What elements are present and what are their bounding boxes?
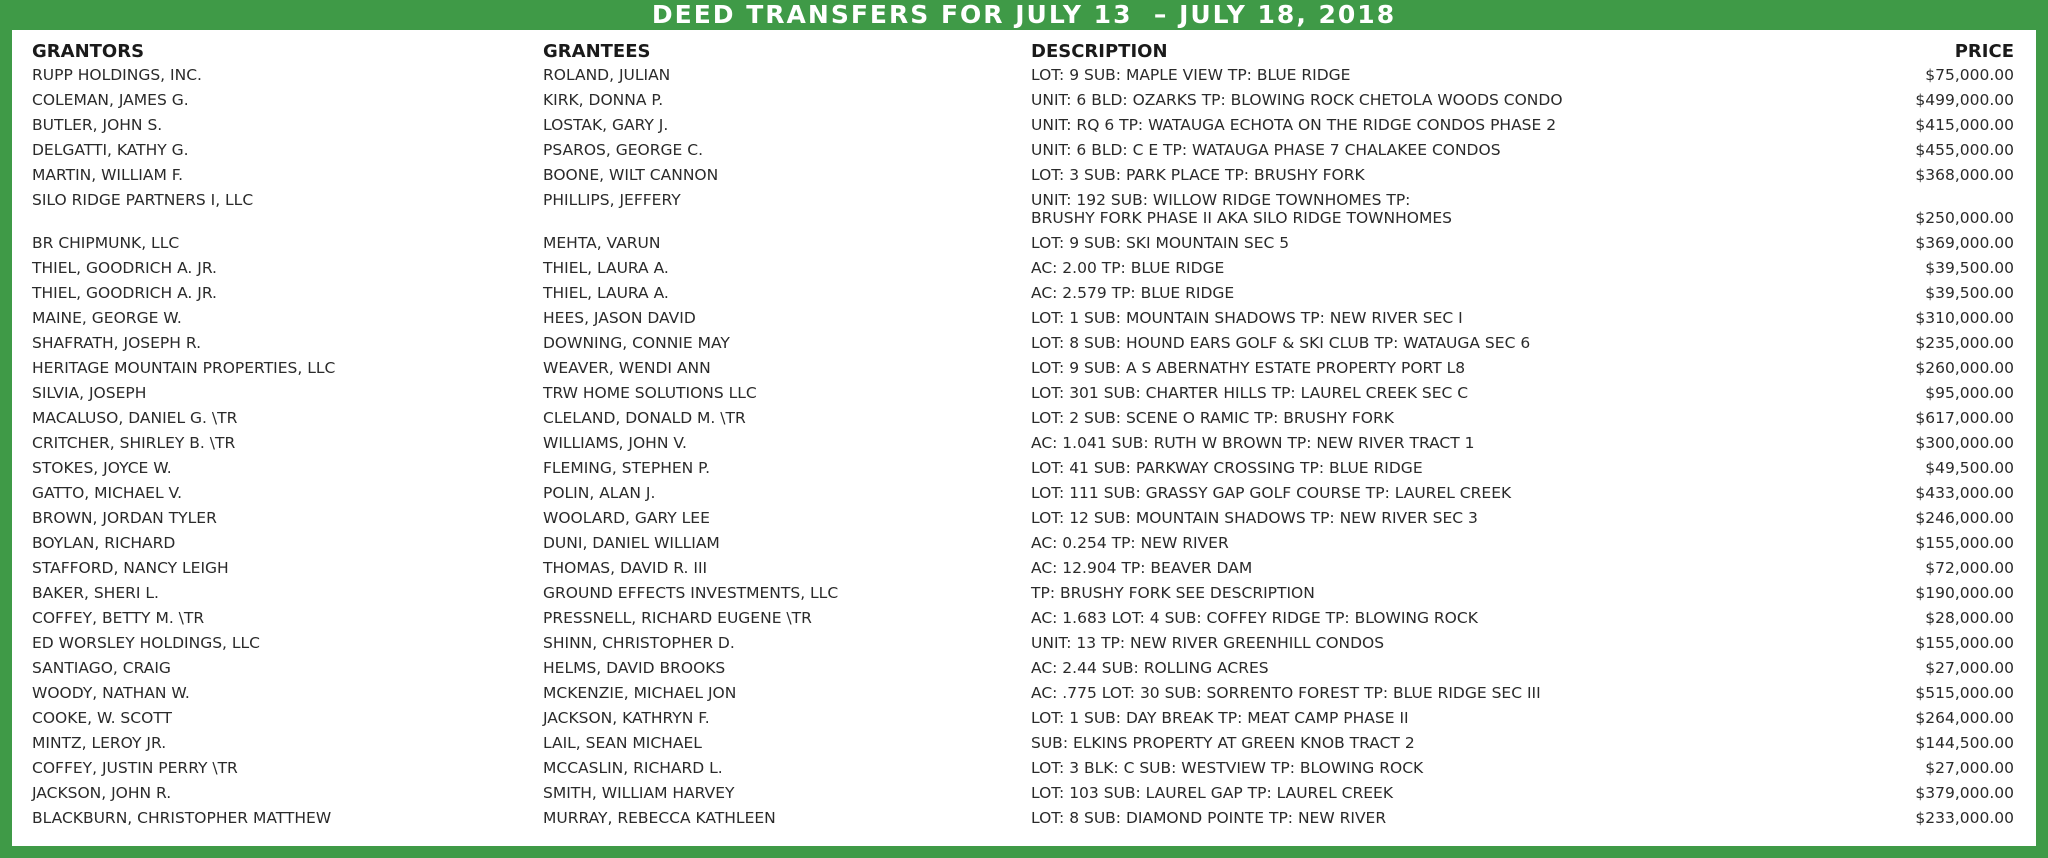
description-cell: LOT: 103 SUB: LAUREL GAP TP: LAUREL CREEK	[1031, 784, 1394, 802]
grantor-cell: GATTO, MICHAEL V.	[32, 484, 183, 502]
price-cell: $455,000.00	[1915, 141, 2014, 159]
grantee-cell: CLELAND, DONALD M. \TR	[543, 409, 746, 427]
description-cell	[1031, 191, 1452, 227]
price-cell: $264,000.00	[1915, 709, 2014, 727]
grantee-cell: WOOLARD, GARY LEE	[543, 509, 710, 527]
grantee-cell: ROLAND, JULIAN	[543, 66, 671, 84]
price-cell: $233,000.00	[1915, 809, 2014, 827]
table-row	[12, 484, 2036, 509]
grantee-cell: TRW HOME SOLUTIONS LLC	[543, 384, 757, 402]
table-row	[12, 234, 2036, 259]
grantee-cell: WILLIAMS, JOHN V.	[543, 434, 687, 452]
description-cell: UNIT: 6 BLD: OZARKS TP: BLOWING ROCK CHETOLA WOODS CONDO	[1031, 91, 1563, 109]
grantor-cell: SANTIAGO, CRAIG	[32, 659, 171, 677]
grantee-cell: PRESSNELL, RICHARD EUGENE \TR	[543, 609, 812, 627]
description-cell: LOT: 9 SUB: MAPLE VIEW TP: BLUE RIDGE	[1031, 66, 1351, 84]
table-row	[12, 91, 2036, 116]
price-cell: $27,000.00	[1925, 759, 2014, 777]
grantor-cell: THIEL, GOODRICH A. JR.	[32, 259, 217, 277]
grantee-cell: THIEL, LAURA A.	[543, 284, 669, 302]
price-cell: $190,000.00	[1915, 584, 2014, 602]
price-cell: $155,000.00	[1915, 534, 2014, 552]
price-cell: $155,000.00	[1915, 634, 2014, 652]
grantee-cell: FLEMING, STEPHEN P.	[543, 459, 711, 477]
table-row	[12, 384, 2036, 409]
grantor-cell: MARTIN, WILLIAM F.	[32, 166, 184, 184]
price-cell: $379,000.00	[1915, 784, 2014, 802]
price-cell: $368,000.00	[1915, 166, 2014, 184]
description-cell: LOT: 9 SUB: SKI MOUNTAIN SEC 5	[1031, 234, 1290, 252]
grantee-cell: MCKENZIE, MICHAEL JON	[543, 684, 737, 702]
description-cell: AC: .775 LOT: 30 SUB: SORRENTO FOREST TP: BLUE RIDGE SEC III	[1031, 684, 1541, 702]
grantor-cell: ED WORSLEY HOLDINGS, LLC	[32, 634, 261, 652]
price-cell: $235,000.00	[1915, 334, 2014, 352]
grantee-cell: MURRAY, REBECCA KATHLEEN	[543, 809, 776, 827]
grantor-cell: MAINE, GEORGE W.	[32, 309, 182, 327]
description-cell: UNIT: 13 TP: NEW RIVER GREENHILL CONDOS	[1031, 634, 1385, 652]
table-row	[12, 66, 2036, 91]
price-cell: $515,000.00	[1915, 684, 2014, 702]
header-description: DESCRIPTION	[1031, 41, 1168, 62]
price-cell: $300,000.00	[1915, 434, 2014, 452]
table-row	[12, 759, 2036, 784]
grantor-cell: COFFEY, JUSTIN PERRY \TR	[32, 759, 238, 777]
grantee-cell: SMITH, WILLIAM HARVEY	[543, 784, 735, 802]
grantor-cell: BR CHIPMUNK, LLC	[32, 234, 180, 252]
description-cell: AC: 2.44 SUB: ROLLING ACRES	[1031, 659, 1269, 677]
description-cell: SUB: ELKINS PROPERTY AT GREEN KNOB TRACT 2	[1031, 734, 1415, 752]
price-cell: $72,000.00	[1925, 559, 2014, 577]
table-row	[12, 684, 2036, 709]
description-cell: UNIT: RQ 6 TP: WATAUGA ECHOTA ON THE RIDGE CONDOS PHASE 2	[1031, 116, 1557, 134]
grantor-cell: BLACKBURN, CHRISTOPHER MATTHEW	[32, 809, 332, 827]
grantor-cell: WOODY, NATHAN W.	[32, 684, 190, 702]
grantee-cell: WEAVER, WENDI ANN	[543, 359, 711, 377]
description-cell: AC: 2.579 TP: BLUE RIDGE	[1031, 284, 1235, 302]
header-grantees: GRANTEES	[543, 41, 651, 62]
grantee-cell: MCCASLIN, RICHARD L.	[543, 759, 723, 777]
description-line: BRUSHY FORK PHASE II AKA SILO RIDGE TOWNHOMES	[1031, 209, 1452, 227]
grantee-cell: BOONE, WILT CANNON	[543, 166, 719, 184]
grantor-cell: BOYLAN, RICHARD	[32, 534, 176, 552]
description-cell: UNIT: 6 BLD: C E TP: WATAUGA PHASE 7 CHALAKEE CONDOS	[1031, 141, 1501, 159]
description-cell: AC: 1.683 LOT: 4 SUB: COFFEY RIDGE TP: BLOWING ROCK	[1031, 609, 1478, 627]
grantor-cell: HERITAGE MOUNTAIN PROPERTIES, LLC	[32, 359, 336, 377]
grantor-cell: MINTZ, LEROY JR.	[32, 734, 167, 752]
description-cell: LOT: 8 SUB: DIAMOND POINTE TP: NEW RIVER	[1031, 809, 1387, 827]
grantor-cell: COOKE, W. SCOTT	[32, 709, 172, 727]
description-cell: AC: 1.041 SUB: RUTH W BROWN TP: NEW RIVER TRACT 1	[1031, 434, 1475, 452]
grantor-cell: COFFEY, BETTY M. \TR	[32, 609, 205, 627]
grantee-cell: HELMS, DAVID BROOKS	[543, 659, 726, 677]
price-cell: $617,000.00	[1915, 409, 2014, 427]
grantee-cell: THIEL, LAURA A.	[543, 259, 669, 277]
table-row	[12, 709, 2036, 734]
description-cell: LOT: 2 SUB: SCENE O RAMIC TP: BRUSHY FORK	[1031, 409, 1394, 427]
description-cell: LOT: 12 SUB: MOUNTAIN SHADOWS TP: NEW RIVER SEC 3	[1031, 509, 1478, 527]
table-row	[12, 434, 2036, 459]
price-cell: $144,500.00	[1915, 734, 2014, 752]
table-row	[12, 584, 2036, 609]
table-row	[12, 634, 2036, 659]
description-cell: LOT: 301 SUB: CHARTER HILLS TP: LAUREL CREEK SEC C	[1031, 384, 1469, 402]
description-line: UNIT: 192 SUB: WILLOW RIDGE TOWNHOMES TP:	[1031, 191, 1411, 209]
grantee-cell: GROUND EFFECTS INVESTMENTS, LLC	[543, 584, 839, 602]
table-row	[12, 559, 2036, 584]
price-cell: $415,000.00	[1915, 116, 2014, 134]
price-cell: $39,500.00	[1925, 284, 2014, 302]
price-cell: $369,000.00	[1915, 234, 2014, 252]
grantor-cell: STOKES, JOYCE W.	[32, 459, 172, 477]
grantor-cell: SILVIA, JOSEPH	[32, 384, 147, 402]
grantee-cell: JACKSON, KATHRYN F.	[543, 709, 710, 727]
grantor-cell: BUTLER, JOHN S.	[32, 116, 163, 134]
table-row	[12, 141, 2036, 166]
grantor-cell: BROWN, JORDAN TYLER	[32, 509, 217, 527]
grantor-cell: JACKSON, JOHN R.	[32, 784, 172, 802]
grantee-cell: MEHTA, VARUN	[543, 234, 661, 252]
table-row	[12, 191, 2036, 234]
table-row	[12, 359, 2036, 384]
price-cell: $246,000.00	[1915, 509, 2014, 527]
grantor-cell: DELGATTI, KATHY G.	[32, 141, 189, 159]
table-row	[12, 166, 2036, 191]
table-row	[12, 116, 2036, 141]
table-row	[12, 809, 2036, 834]
header-grantors: GRANTORS	[32, 41, 145, 62]
description-cell: LOT: 3 SUB: PARK PLACE TP: BRUSHY FORK	[1031, 166, 1365, 184]
grantor-cell: THIEL, GOODRICH A. JR.	[32, 284, 217, 302]
price-cell: $260,000.00	[1915, 359, 2014, 377]
description-cell: AC: 12.904 TP: BEAVER DAM	[1031, 559, 1253, 577]
table-row	[12, 609, 2036, 634]
price-cell: $27,000.00	[1925, 659, 2014, 677]
table-row	[12, 284, 2036, 309]
description-cell: LOT: 3 BLK: C SUB: WESTVIEW TP: BLOWING ROCK	[1031, 759, 1424, 777]
table-body	[12, 66, 2036, 834]
price-cell: $310,000.00	[1915, 309, 2014, 327]
price-cell: $433,000.00	[1915, 484, 2014, 502]
table-row	[12, 259, 2036, 284]
table-row	[12, 309, 2036, 334]
price-cell: $95,000.00	[1925, 384, 2014, 402]
table-row	[12, 659, 2036, 684]
table-row	[12, 334, 2036, 359]
description-cell: AC: 0.254 TP: NEW RIVER	[1031, 534, 1229, 552]
description-cell: LOT: 8 SUB: HOUND EARS GOLF & SKI CLUB TP: WATAUGA SEC 6	[1031, 334, 1531, 352]
grantee-cell: SHINN, CHRISTOPHER D.	[543, 634, 735, 652]
grantee-cell: LAIL, SEAN MICHAEL	[543, 734, 702, 752]
grantor-cell: BAKER, SHERI L.	[32, 584, 159, 602]
description-cell: AC: 2.00 TP: BLUE RIDGE	[1031, 259, 1225, 277]
deed-table	[12, 30, 2036, 846]
table-row	[12, 534, 2036, 559]
header-price: PRICE	[1954, 41, 2014, 62]
price-cell: $250,000.00	[1915, 209, 2014, 227]
grantor-cell: SHAFRATH, JOSEPH R.	[32, 334, 202, 352]
grantee-cell: DOWNING, CONNIE MAY	[543, 334, 730, 352]
grantor-cell: SILO RIDGE PARTNERS I, LLC	[32, 191, 254, 209]
grantee-cell: PSAROS, GEORGE C.	[543, 141, 703, 159]
page-title: DEED TRANSFERS FOR JULY 13 – JULY 18, 2018	[651, 0, 1397, 29]
grantee-cell: PHILLIPS, JEFFERY	[543, 191, 681, 209]
price-cell: $499,000.00	[1915, 91, 2014, 109]
grantee-cell: POLIN, ALAN J.	[543, 484, 656, 502]
grantee-cell: HEES, JASON DAVID	[543, 309, 696, 327]
grantor-cell: MACALUSO, DANIEL G. \TR	[32, 409, 238, 427]
grantee-cell: DUNI, DANIEL WILLIAM	[543, 534, 720, 552]
description-cell: LOT: 111 SUB: GRASSY GAP GOLF COURSE TP: LAUREL CREEK	[1031, 484, 1512, 502]
grantor-cell: CRITCHER, SHIRLEY B. \TR	[32, 434, 236, 452]
description-cell: LOT: 1 SUB: DAY BREAK TP: MEAT CAMP PHASE II	[1031, 709, 1409, 727]
table-row	[12, 509, 2036, 534]
grantor-cell: COLEMAN, JAMES G.	[32, 91, 189, 109]
price-cell: $28,000.00	[1925, 609, 2014, 627]
price-cell: $75,000.00	[1925, 66, 2014, 84]
description-cell: LOT: 41 SUB: PARKWAY CROSSING TP: BLUE RIDGE	[1031, 459, 1423, 477]
price-cell: $39,500.00	[1925, 259, 2014, 277]
grantee-cell: THOMAS, DAVID R. III	[543, 559, 708, 577]
table-row	[12, 459, 2036, 484]
description-cell: LOT: 9 SUB: A S ABERNATHY ESTATE PROPERTY PORT L8	[1031, 359, 1466, 377]
description-cell: LOT: 1 SUB: MOUNTAIN SHADOWS TP: NEW RIVER SEC I	[1031, 309, 1463, 327]
grantee-cell: LOSTAK, GARY J.	[543, 116, 669, 134]
grantor-cell: STAFFORD, NANCY LEIGH	[32, 559, 229, 577]
description-cell: TP: BRUSHY FORK SEE DESCRIPTION	[1031, 584, 1315, 602]
table-row	[12, 784, 2036, 809]
table-row	[12, 409, 2036, 434]
grantor-cell: RUPP HOLDINGS, INC.	[32, 66, 202, 84]
grantee-cell: KIRK, DONNA P.	[543, 91, 664, 109]
price-cell: $49,500.00	[1925, 459, 2014, 477]
table-row	[12, 734, 2036, 759]
